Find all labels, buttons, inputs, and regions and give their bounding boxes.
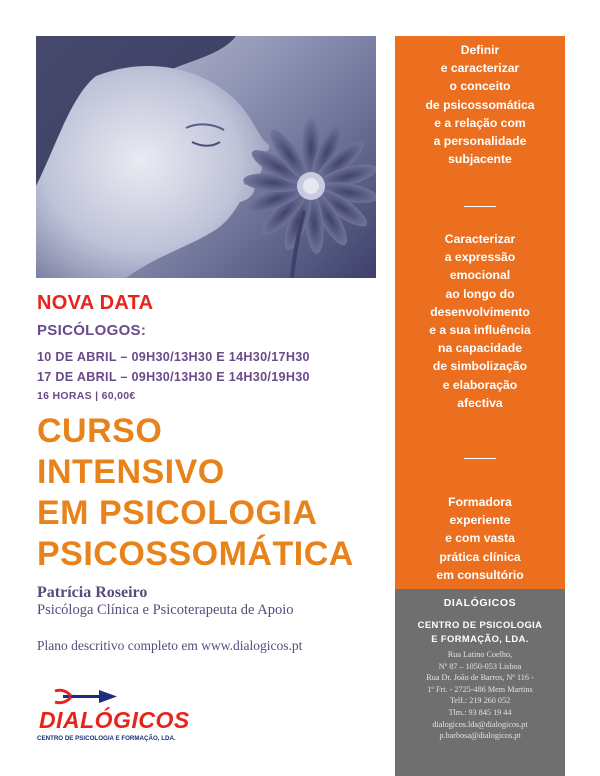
- divider: [464, 458, 496, 459]
- objective-line: Formadora: [448, 495, 512, 509]
- objective-line: Definir: [460, 43, 500, 57]
- woman-with-flower-image: [36, 36, 376, 278]
- session-date-2: 17 DE ABRIL – 09H30/13H30 E 14H30/19H30: [37, 370, 310, 384]
- trainer-name: Patrícia Roseiro: [37, 584, 148, 601]
- objective-line: a personalidade: [433, 134, 527, 149]
- objective-line: na capacidade: [438, 341, 522, 356]
- objective-block-1: [395, 41, 565, 168]
- objective-line: de simbolização: [432, 359, 528, 374]
- objectives-panel: [395, 36, 565, 589]
- contact-subtitle-line: E FORMAÇÃO, LDA.: [431, 633, 529, 644]
- objective-line: desenvolvimento: [430, 304, 530, 319]
- objective-line: e com vasta: [445, 531, 515, 546]
- objective-line: a expressão: [444, 250, 516, 265]
- objective-block-2: [395, 230, 565, 412]
- new-date-heading: NOVA DATA: [37, 292, 154, 314]
- hero-photo: [36, 36, 376, 278]
- trainer-role: Psicóloga Clínica e Psicoterapeuta de Apoio: [37, 602, 294, 618]
- objective-line: o conceito: [449, 79, 511, 94]
- plan-link-text[interactable]: Plano descritivo completo em www.dialogicos.pt: [37, 638, 303, 653]
- contact-subtitle-line: CENTRO DE PSICOLOGIA: [417, 619, 543, 630]
- address-line: Rua Latino Coelho,: [447, 650, 513, 659]
- email-link[interactable]: p.barbosa@dialogicos.pt: [439, 731, 521, 741]
- objective-line: e elaboração: [442, 377, 518, 392]
- objective-line: Caracterizar: [444, 232, 516, 246]
- course-title-line: CURSO: [37, 412, 163, 450]
- objective-line: de psicossomática: [425, 97, 535, 112]
- course-title-line: EM PSICOLOGIA: [37, 494, 318, 532]
- course-title-line: PSICOSSOMÁTICA: [37, 535, 354, 573]
- objective-line: e caracterizar: [440, 61, 520, 76]
- address-line: Nº 87 – 1050-053 Lisboa: [438, 661, 522, 671]
- address-line: 1º Frt. - 2725-486 Mem Martins: [427, 684, 533, 694]
- contact-subtitle: [395, 618, 565, 646]
- email-link[interactable]: dialogicos.lda@dialogicos.pt: [432, 719, 528, 729]
- dialogicos-logo: [37, 685, 190, 755]
- logo-wordmark: DIALÓGICOS: [39, 707, 190, 733]
- divider: [464, 206, 496, 207]
- objective-line: emocional: [449, 268, 511, 283]
- contact-panel: [395, 589, 565, 776]
- objective-line: ao longo do: [445, 286, 515, 301]
- hours-price: 16 HORAS | 60,00€: [37, 390, 136, 402]
- phone-line: Telf.: 219 260 052: [449, 696, 511, 706]
- audience-label: PSICÓLOGOS:: [37, 322, 147, 339]
- objective-line: afectiva: [457, 395, 503, 410]
- address-line: Rua Dr. João de Barros, Nº 116 -: [426, 673, 534, 683]
- logo-subtitle: CENTRO DE PSICOLOGIA E FORMAÇÃO, LDA.: [37, 735, 176, 742]
- course-title: [37, 411, 354, 575]
- objective-block-3: [395, 493, 565, 584]
- objective-line: e a sua influência: [429, 323, 531, 338]
- logo-arrow-icon: [37, 685, 177, 709]
- contact-address: [401, 649, 559, 742]
- objective-line: e a relação com: [434, 115, 526, 130]
- objective-line: em consultório: [436, 567, 524, 582]
- contact-title: DIALÓGICOS: [443, 597, 517, 609]
- course-title-line: INTENSIVO: [37, 453, 225, 491]
- session-date-1: 10 DE ABRIL – 09H30/13H30 E 14H30/17H30: [37, 350, 310, 364]
- objective-line: experiente: [449, 513, 511, 528]
- objective-line: prática clínica: [439, 549, 521, 564]
- mobile-line: Tlm.: 93 845 19 44: [448, 707, 512, 717]
- objective-line: subjacente: [448, 152, 512, 167]
